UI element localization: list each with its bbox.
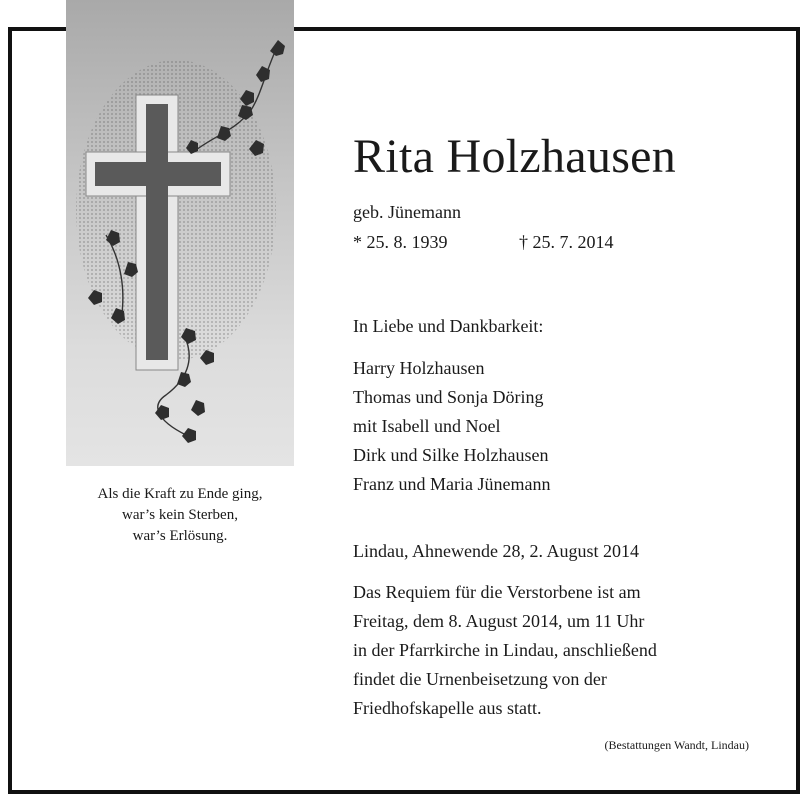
service-line: Das Requiem für die Verstorbene ist am xyxy=(353,582,641,602)
mourner-name: Thomas und Sonja Döring xyxy=(353,387,544,407)
ivy-vine-icon xyxy=(66,0,294,466)
motto-line: Als die Kraft zu Ende ging, xyxy=(97,486,263,502)
service-line: Friedhofskapelle aus statt. xyxy=(353,698,542,718)
cross-artwork xyxy=(66,0,294,466)
motto-line: war’s Erlösung. xyxy=(132,528,228,544)
frame-border-left xyxy=(8,27,12,794)
service-line: Freitag, dem 8. August 2014, um 11 Uhr xyxy=(353,611,645,631)
service-line: findet die Urnenbeisetzung von der xyxy=(353,669,607,689)
service-notice xyxy=(353,578,657,723)
mourner-name: Dirk und Silke Holzhausen xyxy=(353,445,549,465)
mourners-intro: In Liebe und Dankbarkeit: xyxy=(353,316,544,336)
maiden-name: geb. Jünemann xyxy=(353,202,461,222)
motto-quote xyxy=(66,484,294,547)
frame-border-right xyxy=(796,27,800,794)
service-line: in der Pfarrkirche in Lindau, anschließend xyxy=(353,640,657,660)
place-date: Lindau, Ahnewende 28, 2. August 2014 xyxy=(353,541,639,561)
mourners-list xyxy=(353,354,550,499)
mourner-name: mit Isabell und Noel xyxy=(353,416,501,436)
death-date: † 25. 7. 2014 xyxy=(519,232,614,252)
mourner-name: Franz und Maria Jünemann xyxy=(353,474,551,494)
birth-date: * 25. 8. 1939 xyxy=(353,232,448,252)
deceased-name: Rita Holzhausen xyxy=(353,130,677,183)
motto-line: war’s kein Sterben, xyxy=(122,507,238,523)
funeral-home-credit: (Bestattungen Wandt, Lindau) xyxy=(604,738,749,752)
mourner-name: Harry Holzhausen xyxy=(353,358,485,378)
frame-border-bottom xyxy=(8,790,800,794)
